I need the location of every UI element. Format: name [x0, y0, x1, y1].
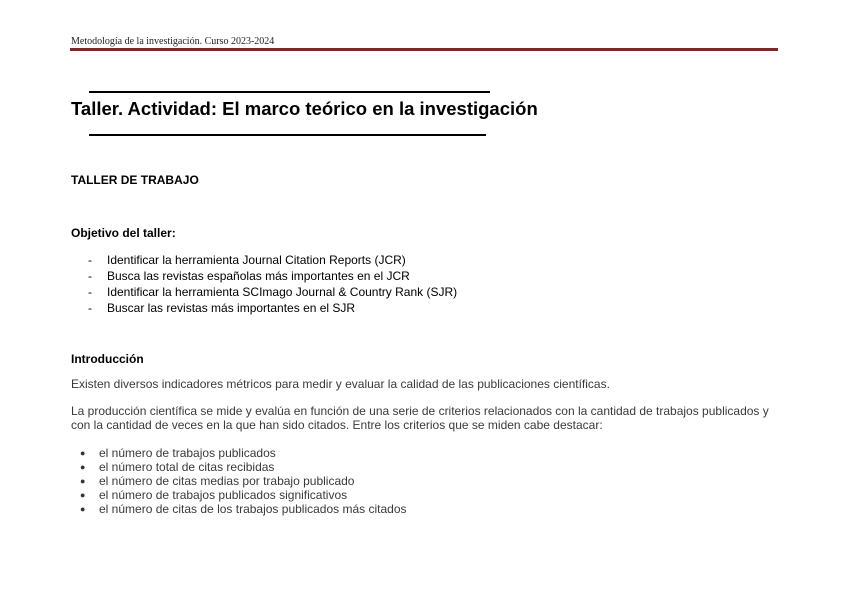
criteria-list — [80, 446, 407, 516]
criteria-text: el número de trabajos publicados — [99, 446, 276, 460]
dash-marker: - — [88, 301, 92, 315]
intro-heading: Introducción — [71, 352, 144, 366]
title-rule-top — [89, 91, 490, 93]
intro-paragraph-2: La producción científica se mide y evalúa en función de una serie de criterios relacionados con la cantidad de trabajos publicados y con la cantidad de veces en la que han sido citados. Entre los criterios que se miden cabe destacar: — [71, 404, 769, 432]
objective-item — [88, 268, 457, 284]
title-rule-bottom — [89, 134, 486, 136]
criteria-text: el número de citas de los trabajos publicados más citados — [99, 502, 407, 516]
objective-text: Identificar la herramienta Journal Citation Reports (JCR) — [107, 253, 406, 267]
criteria-item — [80, 474, 407, 488]
objective-item — [88, 300, 457, 316]
header-rule — [70, 48, 778, 51]
objective-item — [88, 252, 457, 268]
dash-marker: - — [88, 269, 92, 283]
criteria-item — [80, 446, 407, 460]
bullet-icon: ● — [80, 504, 86, 514]
criteria-text: el número de citas medias por trabajo publicado — [99, 474, 355, 488]
objective-list — [88, 252, 457, 316]
criteria-item — [80, 502, 407, 516]
section-heading: TALLER DE TRABAJO — [71, 173, 199, 187]
objective-text: Identificar la herramienta SCImago Journal & Country Rank (SJR) — [107, 285, 458, 299]
criteria-text: el número total de citas recibidas — [99, 460, 275, 474]
dash-marker: - — [88, 253, 92, 267]
intro-paragraph-1: Existen diversos indicadores métricos para medir y evaluar la calidad de las publicaciones científicas. — [71, 377, 610, 391]
objective-item — [88, 284, 457, 300]
criteria-item — [80, 488, 407, 502]
bullet-icon: ● — [80, 448, 86, 458]
bullet-icon: ● — [80, 462, 86, 472]
bullet-icon: ● — [80, 476, 86, 486]
bullet-icon: ● — [80, 490, 86, 500]
objective-text: Buscar las revistas más importantes en el SJR — [107, 301, 356, 315]
document-title: Taller. Actividad: El marco teórico en la investigación — [71, 98, 538, 119]
criteria-item — [80, 460, 407, 474]
objective-text: Busca las revistas españolas más importantes en el JCR — [107, 269, 410, 283]
dash-marker: - — [88, 285, 92, 299]
criteria-text: el número de trabajos publicados significativos — [99, 488, 348, 502]
objective-heading: Objetivo del taller: — [71, 226, 176, 240]
running-head: Metodología de la investigación. Curso 2023-2024 — [71, 36, 275, 47]
